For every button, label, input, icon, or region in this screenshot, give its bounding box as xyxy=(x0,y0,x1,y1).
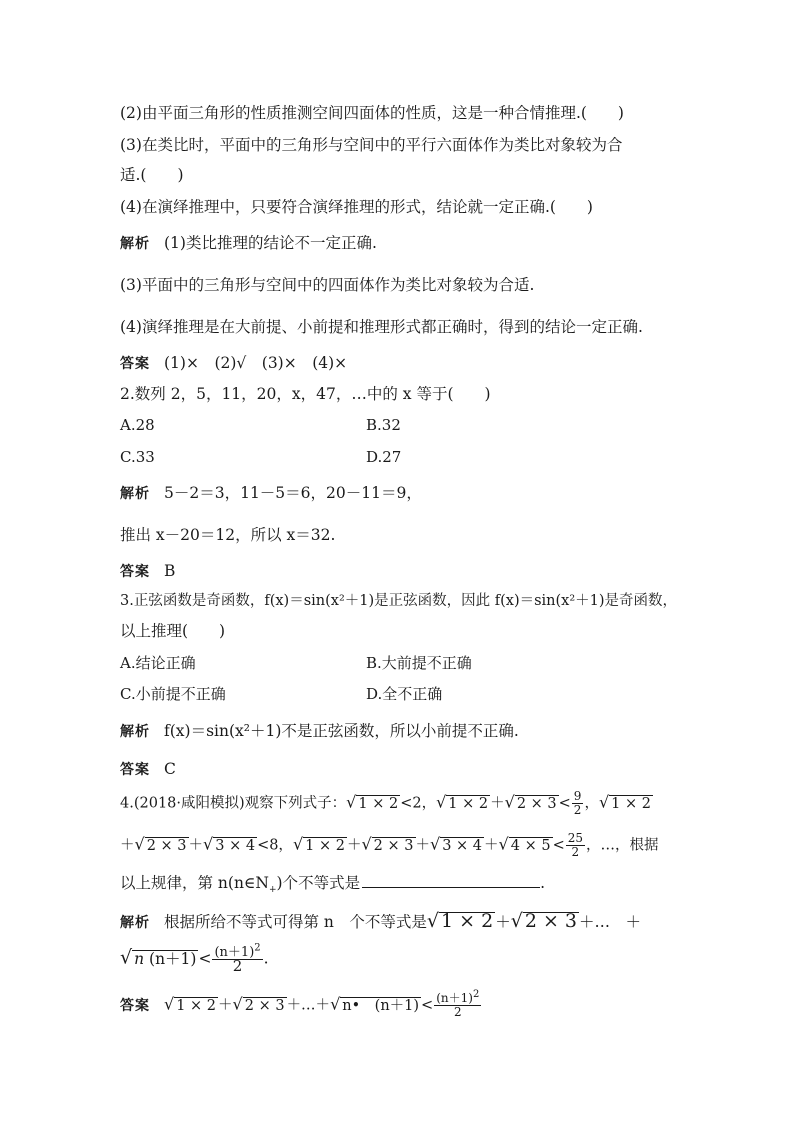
q1-answer-text: (1)× (2)√ (3)× (4)× xyxy=(164,354,348,372)
root-2x3: 2 × 3 xyxy=(524,910,578,932)
root-1x2: 1 × 2 xyxy=(176,997,217,1014)
q3-option-c: C.小前提不正确 xyxy=(120,685,226,703)
q1-answer xyxy=(120,352,347,375)
answer-label: 答案 xyxy=(120,356,150,372)
q4-analysis-line1: 解析 根据所给不等式可得第 n 个不等式是√ 1 × 2 ＋√ 2 × 3 ＋… ＋ xyxy=(120,910,642,932)
root-1x2: 1 × 2 xyxy=(358,795,399,812)
q4-subscript-plus: + xyxy=(268,885,277,896)
q4-stem-line2: ＋√ 2 × 3 ＋√ 3 × 4 <8，√ 1 × 2 ＋√ 2 × 3 ＋√ 3 × 4 ＋√ 4 × 5 < $\frac{25}{2}$ ，…，根据 xyxy=(120,831,659,859)
root-2x3: 2 × 3 xyxy=(373,837,414,854)
root-2x3: 2 × 3 xyxy=(244,997,285,1014)
root-n-n1: n (n＋1) xyxy=(134,949,197,968)
root-2x3: 2 × 3 xyxy=(146,837,187,854)
q3-analysis xyxy=(120,720,519,743)
q3-stem-line1: 3.正弦函数是奇函数，f(x)＝sin(x²＋1)是正弦函数，因此 f(x)＝sin(x²＋1)是奇函数， xyxy=(120,593,678,609)
root-1x2: 1 × 2 xyxy=(441,910,494,932)
q2-option-a: A.28 xyxy=(120,416,155,434)
root-2x3: 2 × 3 xyxy=(516,795,557,812)
q3-option-a: A.结论正确 xyxy=(120,654,196,672)
q3-option-d: D.全不正确 xyxy=(366,685,443,703)
q4-lt2: <2， xyxy=(400,795,437,812)
q1-item-3-line2: 适.( ) xyxy=(120,166,184,184)
q1-item-4: (4)在演绎推理中，只要符合演绎推理的形式，结论就一定正确.( ) xyxy=(120,198,593,216)
q3-stem-line2: 以上推理( ) xyxy=(120,622,226,640)
analysis-label: 解析 xyxy=(120,915,150,931)
root-3x4: 3 × 4 xyxy=(442,837,483,854)
answer-blank[interactable] xyxy=(362,873,540,888)
q4-analysis-text: 根据所给不等式可得第 n 个不等式是 xyxy=(164,913,427,931)
q4-tail: ，…，根据 xyxy=(586,837,659,854)
q2-stem: 2.数列 2，5，11，20，x，47，…中的 x 等于( ) xyxy=(120,385,491,403)
root-1x2: 1 × 2 xyxy=(305,837,345,854)
q4-stem-line1: 4.(2018·咸阳模拟)观察下列式子：√ 1 × 2 <2，√ 1 × 2 ＋√ 2 × 3 < $\frac{9}{2}$ ，√ 1 × 2 xyxy=(120,789,651,817)
q1-item-2: (2)由平面三角形的性质推测空间四面体的性质，这是一种合情推理.( ) xyxy=(120,104,624,122)
q1-item-3-line1: (3)在类比时，平面中的三角形与空间中的平行六面体作为类比对象较为合 xyxy=(120,136,623,154)
q1-analysis-4: (4)演绎推理是在大前提、小前提和推理形式都正确时，得到的结论一定正确. xyxy=(120,318,643,336)
answer-label: 答案 xyxy=(120,564,150,580)
analysis-label: 解析 xyxy=(120,724,150,740)
analysis-label: 解析 xyxy=(120,486,150,502)
fraction-25-2: $\frac{25}{2}$ xyxy=(567,831,583,859)
q4-ans-ellipsis: ＋…＋ xyxy=(286,997,331,1014)
q2-option-b: B.32 xyxy=(366,416,401,434)
q2-analysis-1-text: 5－2＝3，11－5＝6，20－11＝9， xyxy=(164,484,422,502)
q4-stem-c-post: )个不等式是 xyxy=(276,874,361,892)
q2-analysis-2: 推出 x－20＝12，所以 x＝32. xyxy=(120,526,336,544)
q2-analysis-1 xyxy=(120,482,422,505)
answer-label: 答案 xyxy=(120,762,150,778)
q4-stem-line3: 以上规律，第 $n(n\in N_+)$个不等式是 . xyxy=(120,874,546,896)
q4-analysis-line2: √ n (n＋1) < $\frac{(n+1)^2}{2}$ . xyxy=(120,942,269,975)
q1-analysis-3: (3)平面中的三角形与空间中的四面体作为类比对象较为合适. xyxy=(120,276,535,294)
q2-answer-text: B xyxy=(164,562,176,580)
root-n-dot-n1: n• (n＋1) xyxy=(342,997,420,1014)
q2-answer xyxy=(120,560,175,583)
root-3x4: 3 × 4 xyxy=(215,837,256,854)
analysis-label: 解析 xyxy=(120,236,150,252)
q3-answer-text: C xyxy=(164,760,176,778)
answer-label: 答案 xyxy=(120,997,150,1014)
q3-answer xyxy=(120,758,176,781)
q3-analysis-text: f(x)＝sin(x²＋1)不是正弦函数，所以小前提不正确. xyxy=(164,722,519,740)
q1-analysis-1 xyxy=(120,232,377,255)
fraction-n1-sq-answer: $\frac{(n+1)^2}{2}$ xyxy=(436,989,480,1019)
q4-ellipsis: ＋… ＋ xyxy=(579,913,642,931)
fraction-n1-sq: $\frac{(n+1)^2}{2}$ xyxy=(214,942,261,975)
root-4x5: 4 × 5 xyxy=(510,837,551,854)
q4-lt8: <8， xyxy=(257,837,293,854)
q3-option-b: B.大前提不正确 xyxy=(366,654,472,672)
fraction-9-2: $\frac{9}{2}$ xyxy=(573,789,582,817)
q1-analysis-1-text: (1)类比推理的结论不一定正确. xyxy=(164,234,377,252)
q2-option-c: C.33 xyxy=(120,448,155,466)
q2-option-d: D.27 xyxy=(366,448,402,466)
q4-answer: 答案 √ 1 × 2 ＋√ 2 × 3 ＋…＋√ n• (n＋1) < $\frac{(n+1)^2}{2}$ xyxy=(120,989,480,1019)
q4-stem-c-pre: 以上规律，第 n(n∈N xyxy=(120,874,269,892)
root-1x2: 1 × 2 xyxy=(611,795,651,812)
root-1x2: 1 × 2 xyxy=(448,795,489,812)
q4-stem-intro: 4.(2018·咸阳模拟)观察下列式子： xyxy=(120,795,347,812)
